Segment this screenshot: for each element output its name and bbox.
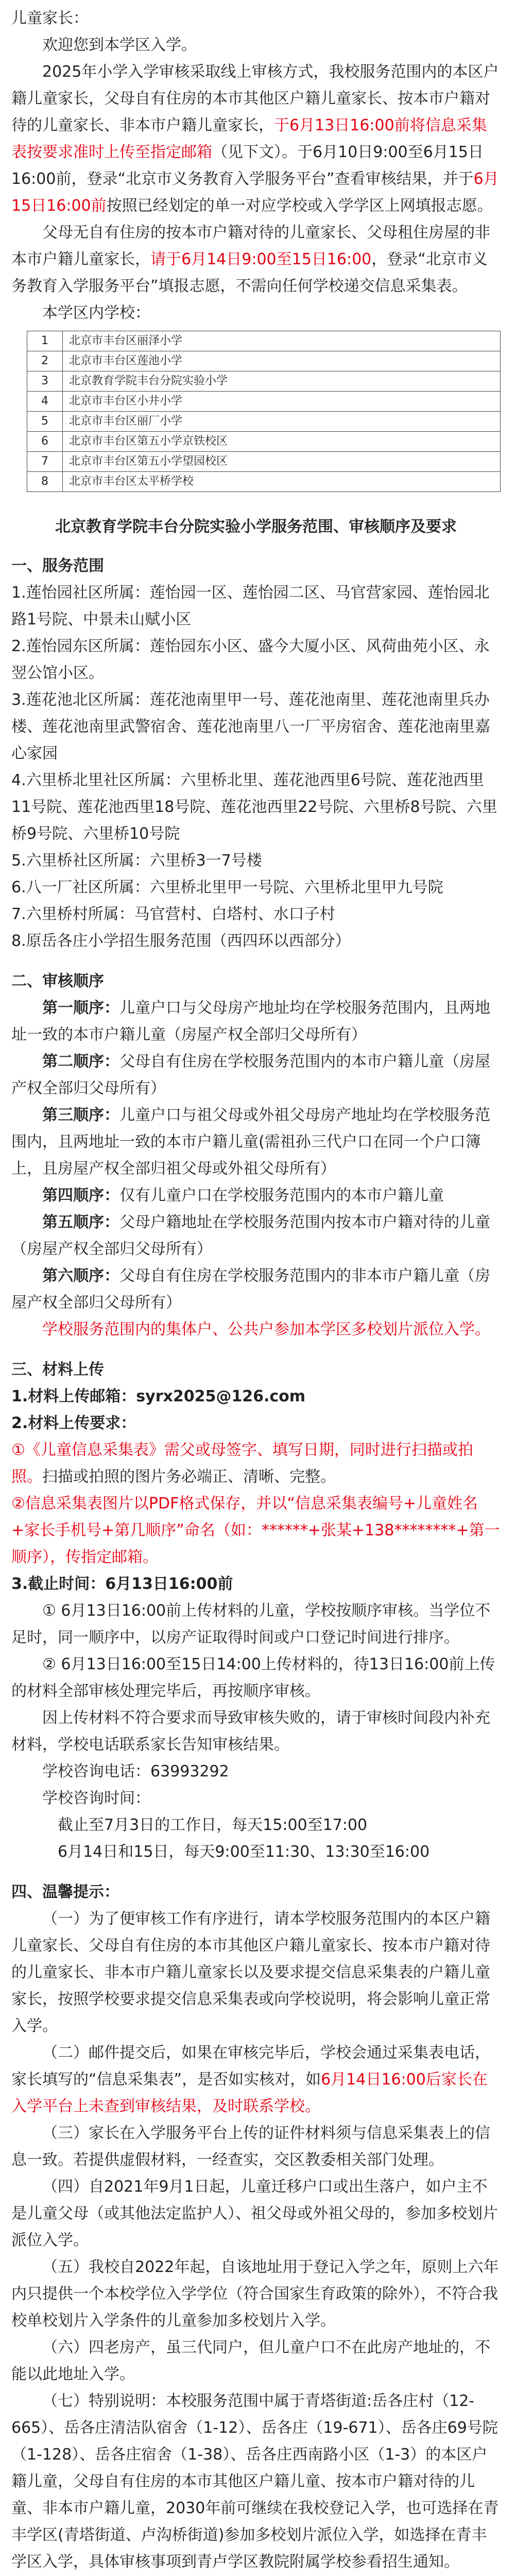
consult-time-2: 6月14日和15日，每天9:00至11:30、13:30至16:00 xyxy=(58,1843,430,1861)
school-name: 北京市丰台区第五小学望园校区 xyxy=(63,452,501,472)
school-number: 5 xyxy=(27,412,63,432)
tip-2-highlight: 6月14日16:00后家长在入学平台上未查到审核结果，及时联系学校。 xyxy=(11,2071,488,2115)
list-item: 6.八一厂社区所属：六里桥北里甲一号院、六里桥北里甲九号院 xyxy=(11,878,443,896)
deadline-rule-2: ② 6月13日16:00至15日14:00上传材料的，待13日16:00前上传的材料全部审核处理完毕后，再按顺序审核。 xyxy=(11,1655,495,1700)
welcome-text: 欢迎您到本学区入学。 xyxy=(42,36,197,54)
requirements-label: 2.材料上传要求： xyxy=(11,1414,136,1432)
fill-period-highlight: 请于6月14日9:00至15日16:00 xyxy=(150,250,372,268)
tip-3: （三）家长在入学服务平台上传的证件材料须与信息采集表上的信息一致。若提供虚假材料，一经查实，交区教委相关部门处理。 xyxy=(11,2124,490,2169)
review-order-label: 第六顺序： xyxy=(42,1267,119,1285)
mail-label: 1.材料上传邮箱： xyxy=(11,1387,136,1405)
review-order-text: 仅有儿童户口在学校服务范围内的本市户籍儿童 xyxy=(119,1187,444,1205)
review-order-label: 第四顺序： xyxy=(42,1187,119,1205)
intro-text: 2025年小学入学审核采取线上审核方式，我校服务范围内的本区户籍儿童家长，父母自有住房的本市其他区户籍儿童家长、按本市户籍对待的儿童家长、非本市户籍儿童家长， xyxy=(11,63,499,134)
school-name: 北京市丰台区丽厂小学 xyxy=(63,412,501,432)
intro-text: 按照已经划定的单一对应学校或入学学区上网填报志愿。 xyxy=(106,197,493,215)
review-order-text: 父母户籍地址在学校服务范围内按本市户籍对待的儿童（房屋产权全部归父母所有） xyxy=(11,1213,490,1258)
review-order-item xyxy=(11,1263,501,1316)
deadline-rule-1: ① 6月13日16:00前上传材料的儿童，学校按顺序审核。当学位不足时，同一顺序中，以房产证取得时间或户口登记时间进行排序。 xyxy=(11,1602,491,1647)
schools-table xyxy=(27,331,501,492)
collective-household-note: 学校服务范围内的集体户、公共户参加本学区多校划片派位入学。 xyxy=(42,1320,490,1338)
list-item: 3.莲花池北区所属：莲花池南里甲一号、莲花池南里、莲花池南里兵办楼、莲花池南里武警宿舍、莲花池南里八一厂平房宿舍、莲花池南里嘉心家园 xyxy=(11,691,490,762)
table-row xyxy=(27,432,501,452)
consult-time-label: 学校咨询时间： xyxy=(42,1789,150,1807)
school-name: 北京教育学院丰台分院实验小学 xyxy=(63,371,501,392)
review-order-text: 父母自有住房在学校服务范围内的非本市户籍儿童（房屋产权全部归父母所有） xyxy=(11,1267,490,1312)
review-order-label: 第三顺序： xyxy=(42,1106,119,1124)
table-row xyxy=(27,452,501,472)
table-row xyxy=(27,412,501,432)
list-item: 2.莲怡园东区所属：莲怡园东小区、盛今大厦小区、风荷曲苑小区、永翌公馆小区。 xyxy=(11,637,490,682)
requirement-2: ②信息采集表图片以PDF格式保存，并以“信息采集表编号+儿童姓名+家长手机号+第几顺序”命名（如：******+张某+138********+第一顺序），传指定邮箱。 xyxy=(11,1495,500,1566)
tip-7: （七）特别说明：本校服务范围中属于青塔街道:岳各庄村（12-665）、岳各庄清洁队宿舍（1-12）、岳各庄（19-671）、岳各庄69号院（1-128）、岳各庄宿舍（1-38）、岳各庄西南路小区（1-3）的本区户籍儿童，父母自有住房的本市其他区户籍儿童、按本市户籍对待的儿童、非本市户籍儿童，2030年前可继续在我校登记入学，也可选择在青丰学区(青塔街道、卢沟桥街道)参加多校划片派位入学，如选择在青丰学区入学，具体审核事项到青卢学区教院附属学校参看招生通知。 xyxy=(11,2392,499,2571)
section-2-title: 二、审核顺序 xyxy=(11,972,104,990)
tip-1: （一）为了便审核工作有序进行，请本学校服务范围内的本区户籍儿童家长、父母自有住房的本市其他区户籍儿童家长、按本市户籍对待的儿童家长、非本市户籍儿童家长以及要求提交信息采集表的户籍儿童家长，按照学校要求提交信息采集表或向学校说明，将会影响儿童正常入学。 xyxy=(11,1910,490,2035)
service-scope-list xyxy=(11,580,501,955)
schools-label: 本学区内学校： xyxy=(42,304,150,322)
school-number: 1 xyxy=(27,331,63,351)
section-3-title: 三、材料上传 xyxy=(11,1361,104,1379)
intro-paragraph-1 xyxy=(11,59,501,219)
upload-email-link[interactable]: syrx2025@126.com xyxy=(136,1387,306,1405)
school-number: 4 xyxy=(27,392,63,412)
consult-phone: 学校咨询电话：63993292 xyxy=(42,1762,229,1781)
tip-6: （六）四老房产，虽三代同户，但儿童户口不在此房产地址的，不能以此地址入学。 xyxy=(11,2338,490,2383)
intro-text: ，登录“北京市义务教育入学服务平台”填报志愿，不需向任何学校递交信息采集表。 xyxy=(11,250,488,295)
requirement-1-text: 扫描或拍照的图片务必端正、清晰、完整。 xyxy=(42,1468,336,1486)
review-order-list xyxy=(11,995,501,1316)
school-name: 北京市丰台区第五小学京铁校区 xyxy=(63,432,501,452)
review-order-item xyxy=(11,1102,501,1182)
review-order-item xyxy=(11,995,501,1048)
deadline-rule-3: 因上传材料不符合要求而导致审核失败的，请于审核时间段内补充材料，学校电话联系家长告知审核结果。 xyxy=(11,1709,490,1754)
requirement-1 xyxy=(11,1437,501,1490)
greeting: 儿童家长： xyxy=(11,9,89,27)
volunteer-deadline-highlight: 6月15日16:00前 xyxy=(11,170,499,215)
review-order-label: 第二顺序： xyxy=(42,1053,119,1071)
tip-2 xyxy=(11,2040,501,2120)
school-number: 6 xyxy=(27,432,63,452)
school-name: 北京市丰台区丽泽小学 xyxy=(63,331,501,351)
review-order-item xyxy=(11,1048,501,1102)
school-name: 北京市丰台区太平桥学校 xyxy=(63,472,501,492)
school-name: 北京市丰台区小井小学 xyxy=(63,392,501,412)
school-number: 7 xyxy=(27,452,63,472)
requirement-1-highlight: ①《儿童信息采集表》需父或母签字、填写日期，同时进行扫描或拍照。 xyxy=(11,1441,473,1486)
deadline-label: 3.截止时间：6月13日16:00前 xyxy=(11,1575,233,1593)
table-row xyxy=(27,472,501,492)
list-item: 4.六里桥北里社区所属：六里桥北里、莲花池西里6号院、莲花池西里11号院、莲花池西里18号院、莲花池西里22号院、六里桥8号院、六里桥9号院、六里桥10号院 xyxy=(11,771,497,843)
review-order-label: 第一顺序： xyxy=(42,999,119,1017)
tip-2-text: （二）邮件提交后，如果在审核完毕后，学校会通过采集表电话，家长填写的“信息采集表”，是否如实核对，如 xyxy=(11,2044,490,2089)
school-name: 北京市丰台区莲池小学 xyxy=(63,351,501,371)
school-number: 2 xyxy=(27,351,63,371)
main-title: 北京教育学院丰台分院实验小学服务范围、审核顺序及要求 xyxy=(55,518,457,536)
section-1-title: 一、服务范围 xyxy=(11,557,104,575)
intro-paragraph-2 xyxy=(11,219,501,300)
school-number: 8 xyxy=(27,472,63,492)
review-order-text: 父母自有住房在学校服务范围内的本市户籍儿童（房屋产权全部归父母所有） xyxy=(11,1053,490,1097)
section-4-title: 四、温馨提示： xyxy=(11,1883,119,1901)
table-row xyxy=(27,351,501,371)
review-order-item xyxy=(11,1209,501,1263)
list-item: 8.原岳各庄小学招生服务范围（西四环以西部分） xyxy=(11,932,351,950)
tip-4: （四）自2021年9月1日起，儿童迁移户口或出生落户，如户主不是儿童父母（或其他法定监护人）、祖父母或外祖父母的，参加多校划片派位入学。 xyxy=(11,2178,498,2249)
table-row xyxy=(27,371,501,392)
list-item: 1.莲怡园社区所属：莲怡园一区、莲怡园二区、马官营家园、莲怡园北路1号院、中景未山赋小区 xyxy=(11,584,490,629)
list-item: 5.六里桥社区所属：六里桥3一7号楼 xyxy=(11,852,262,870)
upload-deadline-highlight: 于6月13日16:00前将信息采集表按要求准时上传至指定邮箱 xyxy=(11,116,487,161)
table-row xyxy=(27,392,501,412)
review-order-item xyxy=(11,1182,501,1209)
consult-time-1: 截止至7月3日的工作日，每天15:00至17:00 xyxy=(58,1816,368,1834)
review-order-label: 第五顺序： xyxy=(42,1213,119,1231)
mail-line xyxy=(11,1383,501,1410)
intro-text: （见下文）。于6月10日9:00至6月15日16:00前，登录“北京市义务教育入学服务平台”查看审核结果，并于 xyxy=(11,143,484,188)
list-item: 7.六里桥村所属：马官营村、白塔村、水口子村 xyxy=(11,905,335,923)
review-order-text: 儿童户口与父母房产地址均在学校服务范围内，且两地址一致的本市户籍儿童（房屋产权全部归父母所有） xyxy=(11,999,490,1044)
school-number: 3 xyxy=(27,371,63,392)
intro-text: 父母无自有住房的按本市户籍对待的儿童家长、父母租住房屋的非本市户籍儿童家长， xyxy=(11,224,490,268)
table-row xyxy=(27,331,501,351)
review-order-text: 儿童户口与祖父母或外祖父母房产地址均在学校服务范围内，且两地址一致的本市户籍儿童(需祖孙三代户口在同一个户口簿上，且房屋产权全部归祖父母或外祖父母所有） xyxy=(11,1106,490,1178)
tip-5: （五）我校自2022年起，自该地址用于登记入学之年，原则上六年内只提供一个本校学位入学学位（符合国家生育政策的除外），不符合我校单校划片入学条件的儿童参加多校划片入学。 xyxy=(11,2258,499,2330)
